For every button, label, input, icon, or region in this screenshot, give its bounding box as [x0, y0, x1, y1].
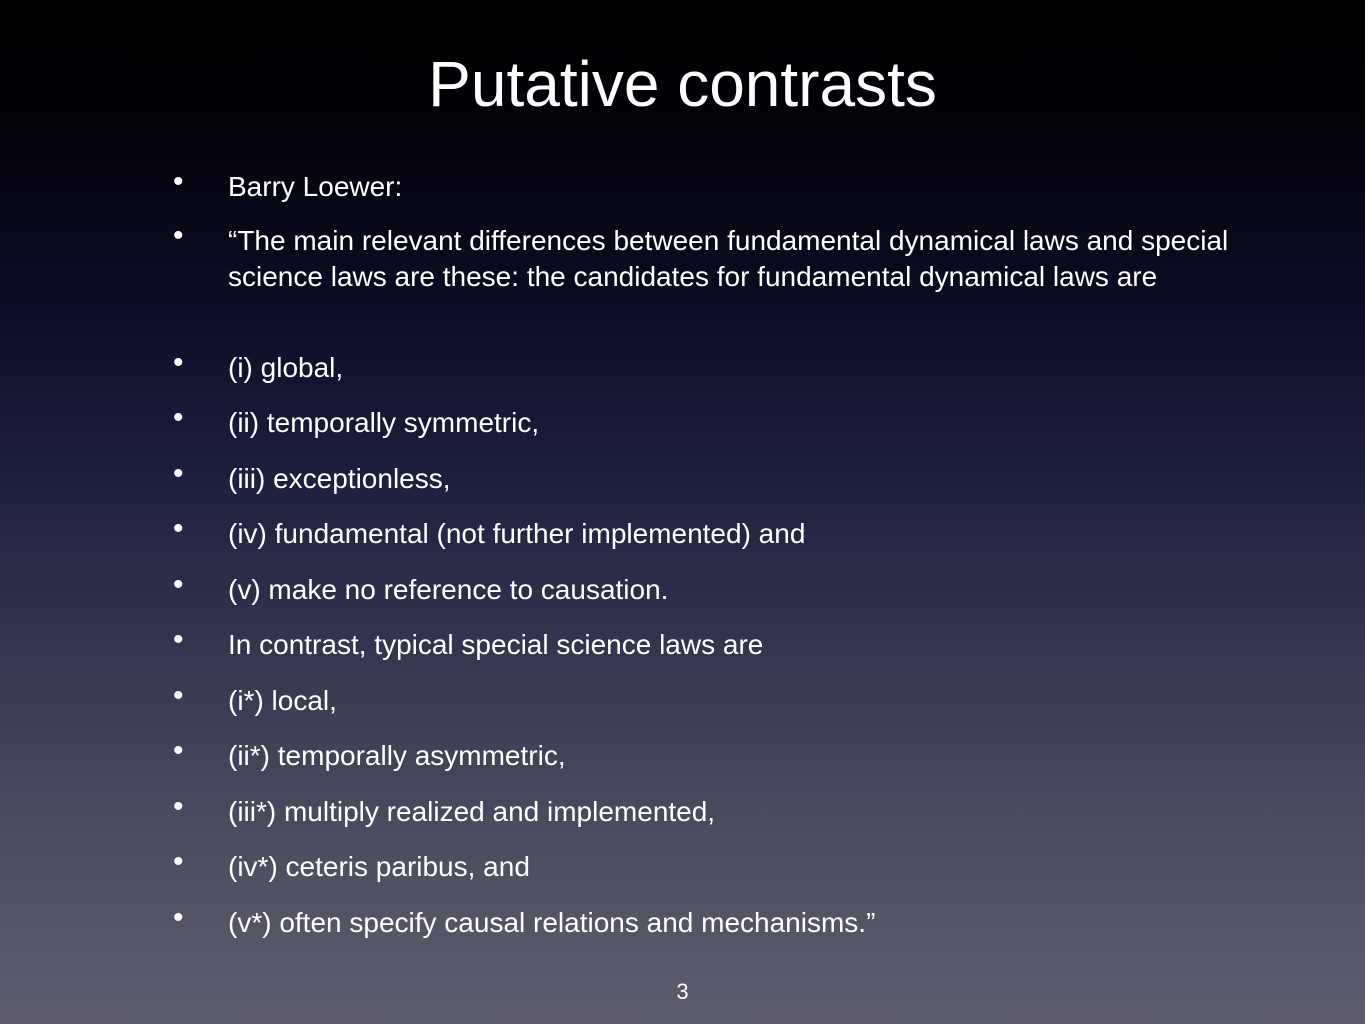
- bullet-icon: •: [173, 734, 184, 767]
- slide-title: Putative contrasts: [428, 48, 937, 120]
- bullet-item: [173, 679, 1238, 719]
- bullet-item: [173, 845, 1238, 885]
- bullet-icon: •: [173, 457, 184, 490]
- bullet-text: (ii*) temporally asymmetric,: [228, 740, 566, 771]
- bullet-text: (v*) often specify causal relations and mechanisms.”: [228, 907, 876, 938]
- bullet-text: Barry Loewer:: [228, 171, 403, 202]
- bullet-item: [173, 165, 1238, 205]
- bullet-text: In contrast, typical special science laws are: [228, 629, 764, 660]
- bullet-icon: •: [173, 568, 184, 601]
- bullet-item: [173, 568, 1238, 608]
- bullet-icon: •: [173, 790, 184, 823]
- bullet-item: [173, 401, 1238, 441]
- bullet-icon: •: [173, 512, 184, 545]
- bullet-icon: •: [173, 623, 184, 656]
- bullet-text: (iv*) ceteris paribus, and: [228, 851, 530, 882]
- bullet-text: (iii) exceptionless,: [228, 463, 451, 494]
- bullet-item: [173, 623, 1238, 663]
- bullet-item: [173, 219, 1238, 295]
- bullet-item: [173, 734, 1238, 774]
- bullet-text: (iii*) multiply realized and implemented,: [228, 796, 716, 827]
- bullet-icon: •: [173, 165, 184, 198]
- bullet-text: (v) make no reference to causation.: [228, 574, 669, 605]
- bullet-icon: •: [173, 219, 184, 252]
- bullet-item: [173, 457, 1238, 497]
- page-number: 3: [676, 979, 689, 1004]
- bullet-item: [173, 512, 1238, 552]
- bullet-text: (i) global,: [228, 352, 344, 383]
- bullet-item: [173, 901, 1238, 941]
- bullet-icon: •: [173, 401, 184, 434]
- bullet-icon: •: [173, 901, 184, 934]
- bullet-icon: •: [173, 346, 184, 379]
- bullet-icon: •: [173, 845, 184, 878]
- bullet-item: [173, 346, 1238, 386]
- bullet-text: “The main relevant differences between fundamental dynamical laws and special science laws are these: the candidates for fundamental dynamical laws are: [228, 225, 1229, 292]
- bullet-text: (iv) fundamental (not further implemented) and: [228, 518, 806, 549]
- bullet-icon: •: [173, 679, 184, 712]
- bullet-text: (ii) temporally symmetric,: [228, 407, 540, 438]
- bullet-item: [173, 790, 1238, 830]
- bullet-text: (i*) local,: [228, 685, 337, 716]
